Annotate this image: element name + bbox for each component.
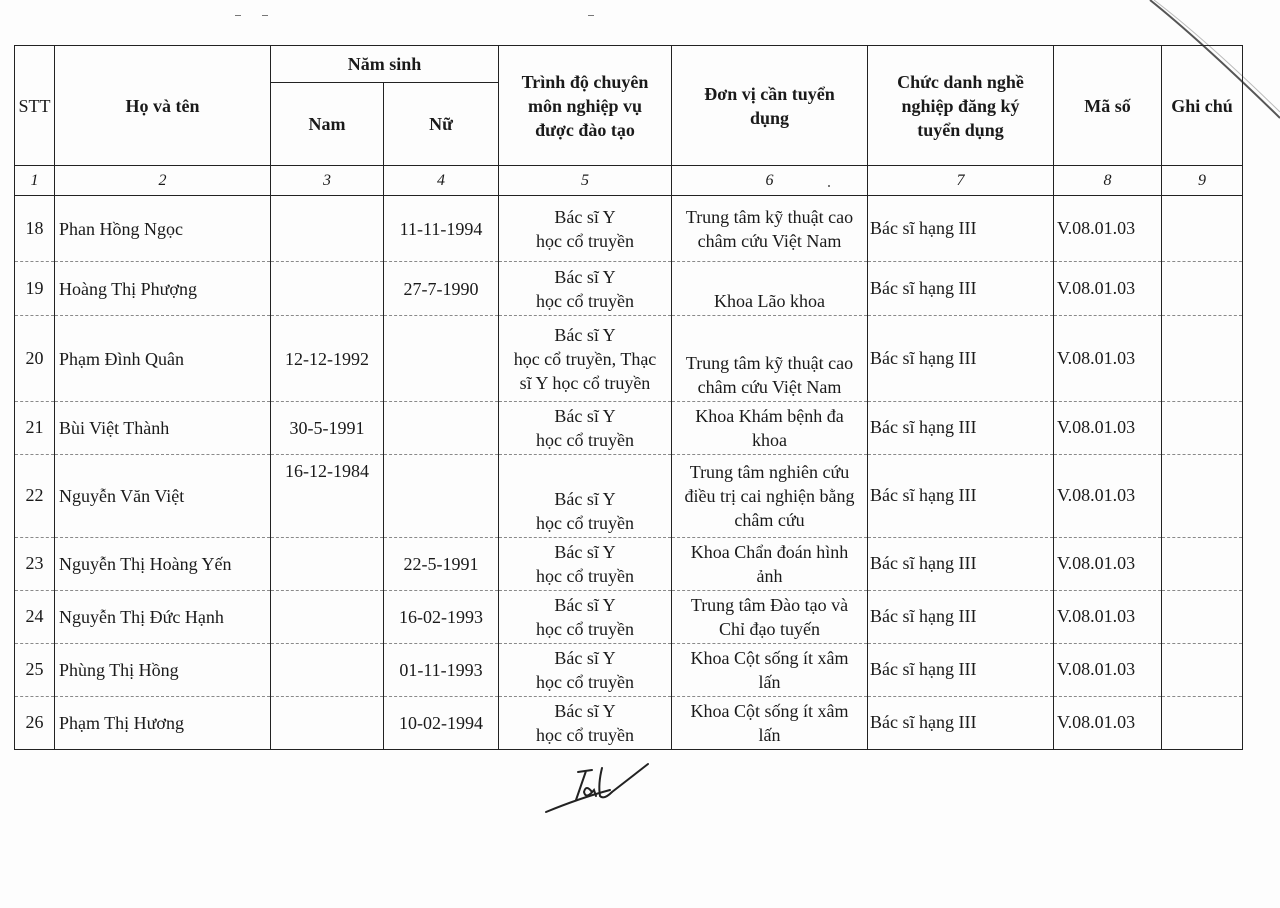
cell-stt: 19 [15, 262, 55, 316]
column-number: 7 [868, 166, 1054, 196]
cell-name: Phạm Thị Hương [55, 697, 271, 750]
column-number: 2 [55, 166, 271, 196]
header-code: Mã số [1054, 46, 1162, 166]
cell-note [1162, 196, 1243, 262]
cell-female-birth: 27-7-1990 [384, 262, 499, 316]
cell-male-birth [271, 644, 384, 697]
cell-job-title: Bác sĩ hạng III [868, 316, 1054, 402]
column-number: 6 [672, 166, 868, 196]
cell-qualification: Bác sĩ Y học cổ truyền [499, 455, 672, 538]
cell-code: V.08.01.03 [1054, 402, 1162, 455]
cell-stt: 18 [15, 196, 55, 262]
cell-note [1162, 402, 1243, 455]
handwritten-signature [540, 750, 660, 820]
cell-code: V.08.01.03 [1054, 644, 1162, 697]
cell-unit: Trung tâm kỹ thuật cao châm cứu Việt Nam [672, 316, 868, 402]
cell-name: Phùng Thị Hồng [55, 644, 271, 697]
table-row [15, 697, 1243, 750]
cell-job-title: Bác sĩ hạng III [868, 455, 1054, 538]
cell-job-title: Bác sĩ hạng III [868, 591, 1054, 644]
table-row [15, 402, 1243, 455]
table-row [15, 538, 1243, 591]
cell-male-birth: 12-12-1992 [271, 316, 384, 402]
cell-name: Nguyễn Văn Việt [55, 455, 271, 538]
header-birth-year: Năm sinh [271, 46, 499, 83]
cell-note [1162, 591, 1243, 644]
column-number: 4 [384, 166, 499, 196]
cell-female-birth [384, 455, 499, 538]
recruitment-table [14, 45, 1243, 750]
cell-male-birth: 16-12-1984 [271, 455, 384, 538]
cell-name: Phan Hồng Ngọc [55, 196, 271, 262]
table-row [15, 644, 1243, 697]
cell-name: Nguyễn Thị Đức Hạnh [55, 591, 271, 644]
column-number: 9 [1162, 166, 1243, 196]
cell-note [1162, 538, 1243, 591]
cell-stt: 22 [15, 455, 55, 538]
column-number: 8 [1054, 166, 1162, 196]
cell-name: Bùi Việt Thành [55, 402, 271, 455]
header-name: Họ và tên [55, 46, 271, 166]
cell-job-title: Bác sĩ hạng III [868, 402, 1054, 455]
cell-female-birth [384, 316, 499, 402]
cell-stt: 26 [15, 697, 55, 750]
cell-note [1162, 455, 1243, 538]
cell-qualification: Bác sĩ Y học cổ truyền [499, 697, 672, 750]
table-row [15, 262, 1243, 316]
cell-name: Nguyễn Thị Hoàng Yến [55, 538, 271, 591]
column-number: 5 [499, 166, 672, 196]
cell-job-title: Bác sĩ hạng III [868, 644, 1054, 697]
cell-male-birth [271, 697, 384, 750]
header-female: Nữ [384, 83, 499, 166]
cell-code: V.08.01.03 [1054, 316, 1162, 402]
cell-qualification: Bác sĩ Y học cổ truyền [499, 262, 672, 316]
cell-male-birth: 30-5-1991 [271, 402, 384, 455]
cell-code: V.08.01.03 [1054, 196, 1162, 262]
cell-female-birth: 16-02-1993 [384, 591, 499, 644]
cell-code: V.08.01.03 [1054, 538, 1162, 591]
cell-female-birth [384, 402, 499, 455]
cell-note [1162, 697, 1243, 750]
cell-job-title: Bác sĩ hạng III [868, 697, 1054, 750]
header-unit: Đơn vị cần tuyển dụng [672, 46, 868, 166]
cell-code: V.08.01.03 [1054, 262, 1162, 316]
cell-name: Phạm Đình Quân [55, 316, 271, 402]
column-number: 3 [271, 166, 384, 196]
header-male: Nam [271, 83, 384, 166]
cell-qualification: Bác sĩ Y học cổ truyền [499, 591, 672, 644]
table-row [15, 455, 1243, 538]
cell-code: V.08.01.03 [1054, 591, 1162, 644]
cell-female-birth: 01-11-1993 [384, 644, 499, 697]
cell-code: V.08.01.03 [1054, 697, 1162, 750]
cell-unit: Khoa Cột sống ít xâm lấn [672, 644, 868, 697]
cell-male-birth [271, 591, 384, 644]
table-body [15, 196, 1243, 750]
cell-unit: Khoa Chẩn đoán hình ảnh [672, 538, 868, 591]
header-job-title: Chức danh nghề nghiệp đăng ký tuyển dụng [868, 46, 1054, 166]
header-note: Ghi chú [1162, 46, 1243, 166]
cell-note [1162, 644, 1243, 697]
column-number: 1 [15, 166, 55, 196]
cell-qualification: Bác sĩ Y học cổ truyền [499, 402, 672, 455]
table-row [15, 591, 1243, 644]
cell-stt: 20 [15, 316, 55, 402]
cell-qualification: Bác sĩ Y học cổ truyền [499, 538, 672, 591]
cell-male-birth [271, 262, 384, 316]
cell-note [1162, 316, 1243, 402]
cell-job-title: Bác sĩ hạng III [868, 262, 1054, 316]
cell-note [1162, 262, 1243, 316]
cell-stt: 24 [15, 591, 55, 644]
cell-job-title: Bác sĩ hạng III [868, 538, 1054, 591]
cell-qualification: Bác sĩ Y học cổ truyền [499, 196, 672, 262]
header-qualification: Trình độ chuyên môn nghiệp vụ được đào tạo [499, 46, 672, 166]
table-row [15, 196, 1243, 262]
cell-unit: Trung tâm Đào tạo và Chỉ đạo tuyến [672, 591, 868, 644]
cell-unit: Trung tâm kỹ thuật cao châm cứu Việt Nam [672, 196, 868, 262]
recruitment-table-wrap [14, 45, 1242, 750]
cell-male-birth [271, 196, 384, 262]
cell-female-birth: 11-11-1994 [384, 196, 499, 262]
cell-unit: Trung tâm nghiên cứu điều trị cai nghiện bằng châm cứu [672, 455, 868, 538]
cell-stt: 25 [15, 644, 55, 697]
cell-name: Hoàng Thị Phượng [55, 262, 271, 316]
cell-unit: Khoa Cột sống ít xâm lấn [672, 697, 868, 750]
cell-female-birth: 10-02-1994 [384, 697, 499, 750]
cell-unit: Khoa Lão khoa [672, 262, 868, 316]
cell-qualification: Bác sĩ Y học cổ truyền, Thạc sĩ Y học cổ truyền [499, 316, 672, 402]
table-header [15, 46, 1243, 196]
header-stt: STT [15, 46, 55, 166]
table-row [15, 316, 1243, 402]
cell-male-birth [271, 538, 384, 591]
cell-stt: 21 [15, 402, 55, 455]
cell-stt: 23 [15, 538, 55, 591]
cell-qualification: Bác sĩ Y học cổ truyền [499, 644, 672, 697]
cell-unit: Khoa Khám bệnh đa khoa [672, 402, 868, 455]
column-number-row [15, 166, 1243, 196]
cell-female-birth: 22-5-1991 [384, 538, 499, 591]
cell-code: V.08.01.03 [1054, 455, 1162, 538]
cell-job-title: Bác sĩ hạng III [868, 196, 1054, 262]
